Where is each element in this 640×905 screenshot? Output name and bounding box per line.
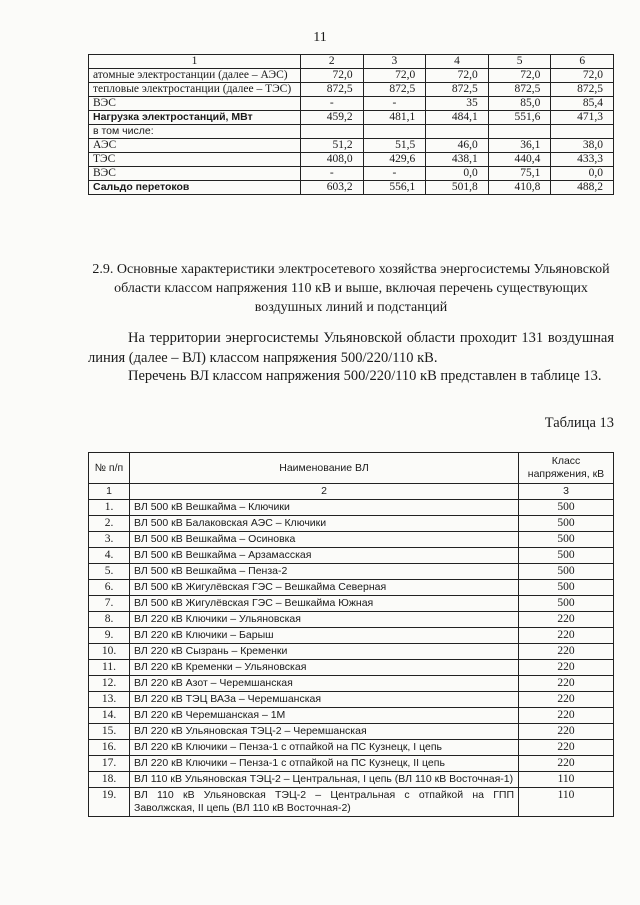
row-voltage-class: 500 <box>519 564 614 580</box>
row-label: ТЭС <box>89 153 301 167</box>
table-row <box>89 708 614 724</box>
row-value: 872,5 <box>488 83 551 97</box>
row-number: 14. <box>89 708 130 724</box>
paragraph-vl-list-ref: Перечень ВЛ классом напряжения 500/220/110 кВ представлен в таблице 13. <box>128 368 602 384</box>
row-voltage-class: 500 <box>519 516 614 532</box>
row-label: АЭС <box>89 139 301 153</box>
table-row <box>89 644 614 660</box>
table-row <box>89 153 614 167</box>
row-vl-name: ВЛ 220 кВ Ключики – Ульяновская <box>130 612 519 628</box>
table-row <box>89 516 614 532</box>
table-row <box>89 181 614 195</box>
row-vl-name: ВЛ 500 кВ Вешкайма – Арзамасская <box>130 548 519 564</box>
row-voltage-class: 220 <box>519 692 614 708</box>
row-value: 471,3 <box>551 111 614 125</box>
page-number: 11 <box>313 30 327 45</box>
row-vl-name: ВЛ 220 кВ Азот – Черемшанская <box>130 676 519 692</box>
row-label: Сальдо перетоков <box>89 181 301 195</box>
row-label: ВЭС <box>89 97 301 111</box>
table-row <box>89 772 614 788</box>
row-number: 11. <box>89 660 130 676</box>
row-value: 488,2 <box>551 181 614 195</box>
row-number: 17. <box>89 756 130 772</box>
row-vl-name: ВЛ 110 кВ Ульяновская ТЭЦ-2 – Центральная, I цепь (ВЛ 110 кВ Восточная-1) <box>130 772 519 788</box>
row-number: 5. <box>89 564 130 580</box>
table-row <box>89 756 614 772</box>
row-voltage-class: 500 <box>519 596 614 612</box>
row-value: 72,0 <box>488 69 551 83</box>
table-row <box>89 628 614 644</box>
table-row <box>89 125 614 139</box>
table-caption: Таблица 13 <box>544 415 614 431</box>
row-vl-name: ВЛ 220 кВ Ключики – Пенза-1 с отпайкой на ПС Кузнецк, II цепь <box>130 756 519 772</box>
row-value: 408,0 <box>301 153 364 167</box>
header-name: Наименование ВЛ <box>130 453 519 484</box>
row-value <box>488 125 551 139</box>
table-row <box>89 139 614 153</box>
row-value: - <box>301 167 364 181</box>
row-voltage-class: 110 <box>519 772 614 788</box>
row-number: 1. <box>89 500 130 516</box>
colnum-1: 1 <box>89 484 130 500</box>
section-heading: 2.9. Основные характеристики электросетевого хозяйства энергосистемы Ульяновской области классом напряжения 110 кВ и выше, включая перечень существующих воздушных линий и подстанций <box>92 262 610 315</box>
row-value <box>551 125 614 139</box>
header-col-5: 5 <box>488 55 551 69</box>
row-voltage-class: 220 <box>519 724 614 740</box>
row-vl-name: ВЛ 500 кВ Балаковская АЭС – Ключики <box>130 516 519 532</box>
table-row <box>89 83 614 97</box>
row-value: 440,4 <box>488 153 551 167</box>
row-value: 36,1 <box>488 139 551 153</box>
row-value <box>426 125 489 139</box>
row-label: тепловые электростанции (далее – ТЭС) <box>89 83 301 97</box>
row-value <box>301 125 364 139</box>
row-vl-name: ВЛ 220 кВ Сызрань – Кременки <box>130 644 519 660</box>
row-value: 603,2 <box>301 181 364 195</box>
row-voltage-class: 500 <box>519 532 614 548</box>
row-value: 872,5 <box>363 83 426 97</box>
row-vl-name: ВЛ 500 кВ Вешкайма – Пенза-2 <box>130 564 519 580</box>
table-header-row <box>89 55 614 69</box>
row-voltage-class: 220 <box>519 676 614 692</box>
row-value: - <box>363 167 426 181</box>
table-colnum-row <box>89 484 614 500</box>
row-vl-name: ВЛ 220 кВ Ключики – Барыш <box>130 628 519 644</box>
row-value: 481,1 <box>363 111 426 125</box>
row-number: 4. <box>89 548 130 564</box>
row-value: 556,1 <box>363 181 426 195</box>
table-row <box>89 167 614 181</box>
row-value: 46,0 <box>426 139 489 153</box>
row-voltage-class: 220 <box>519 708 614 724</box>
header-col-1: 1 <box>89 55 301 69</box>
row-voltage-class: 220 <box>519 628 614 644</box>
row-value: 75,1 <box>488 167 551 181</box>
row-label: ВЭС <box>89 167 301 181</box>
header-col-3: 3 <box>363 55 426 69</box>
row-value: 51,2 <box>301 139 364 153</box>
row-value: 38,0 <box>551 139 614 153</box>
row-voltage-class: 500 <box>519 500 614 516</box>
table-row <box>89 596 614 612</box>
row-value: 51,5 <box>363 139 426 153</box>
row-voltage-class: 220 <box>519 660 614 676</box>
table-row <box>89 612 614 628</box>
row-value <box>363 125 426 139</box>
table-row <box>89 532 614 548</box>
row-label: Нагрузка электростанций, МВт <box>89 111 301 125</box>
row-number: 13. <box>89 692 130 708</box>
header-col-2: 2 <box>301 55 364 69</box>
header-col-6: 6 <box>551 55 614 69</box>
row-voltage-class: 220 <box>519 740 614 756</box>
colnum-3: 3 <box>519 484 614 500</box>
row-vl-name: ВЛ 220 кВ Черемшанская – 1М <box>130 708 519 724</box>
row-value: 459,2 <box>301 111 364 125</box>
row-value: 484,1 <box>426 111 489 125</box>
table-row <box>89 580 614 596</box>
power-balance-table <box>88 54 614 195</box>
row-voltage-class: 220 <box>519 756 614 772</box>
row-value: - <box>363 97 426 111</box>
row-voltage-class: 500 <box>519 548 614 564</box>
table-row <box>89 111 614 125</box>
row-value: 72,0 <box>363 69 426 83</box>
row-value: 872,5 <box>301 83 364 97</box>
row-value: 0,0 <box>426 167 489 181</box>
row-vl-name: ВЛ 500 кВ Жигулёвская ГЭС – Вешкайма Северная <box>130 580 519 596</box>
row-number: 6. <box>89 580 130 596</box>
paragraph-vl-count: На территории энергосистемы Ульяновской области проходит 131 воздушная линия (далее – ВЛ) классом напряжения 500/220/110 кВ. <box>88 330 614 366</box>
table-row <box>89 548 614 564</box>
row-value: 872,5 <box>551 83 614 97</box>
row-vl-name: ВЛ 220 кВ Ульяновская ТЭЦ-2 – Черемшанская <box>130 724 519 740</box>
row-number: 10. <box>89 644 130 660</box>
row-value: 410,8 <box>488 181 551 195</box>
header-class: Класс напряжения, кВ <box>519 453 614 484</box>
row-label: атомные электростанции (далее – АЭС) <box>89 69 301 83</box>
row-number: 19. <box>89 788 130 817</box>
row-value: - <box>301 97 364 111</box>
row-vl-name: ВЛ 110 кВ Ульяновская ТЭЦ-2 – Центральная с отпайкой на ГПП Заволжская, II цепь (ВЛ 110 кВ Восточная-2) <box>130 788 519 817</box>
row-vl-name: ВЛ 220 кВ Кременки – Ульяновская <box>130 660 519 676</box>
row-vl-name: ВЛ 500 кВ Жигулёвская ГЭС – Вешкайма Южная <box>130 596 519 612</box>
row-value: 35 <box>426 97 489 111</box>
row-voltage-class: 220 <box>519 644 614 660</box>
row-voltage-class: 110 <box>519 788 614 817</box>
table-row <box>89 740 614 756</box>
table-row <box>89 69 614 83</box>
row-value: 429,6 <box>363 153 426 167</box>
colnum-2: 2 <box>130 484 519 500</box>
vl-list-table <box>88 452 614 817</box>
row-value: 0,0 <box>551 167 614 181</box>
row-value: 72,0 <box>426 69 489 83</box>
row-value: 72,0 <box>301 69 364 83</box>
row-number: 12. <box>89 676 130 692</box>
row-vl-name: ВЛ 220 кВ ТЭЦ ВАЗа – Черемшанская <box>130 692 519 708</box>
header-col-4: 4 <box>426 55 489 69</box>
row-number: 9. <box>89 628 130 644</box>
row-number: 8. <box>89 612 130 628</box>
row-voltage-class: 500 <box>519 580 614 596</box>
row-number: 18. <box>89 772 130 788</box>
table-row <box>89 676 614 692</box>
table-row <box>89 788 614 817</box>
table-row <box>89 500 614 516</box>
table-header-row <box>89 453 614 484</box>
table-row <box>89 97 614 111</box>
row-value: 501,8 <box>426 181 489 195</box>
table-row <box>89 660 614 676</box>
row-value: 85,4 <box>551 97 614 111</box>
row-label: в том числе: <box>89 125 301 139</box>
row-number: 16. <box>89 740 130 756</box>
row-value: 433,3 <box>551 153 614 167</box>
row-value: 551,6 <box>488 111 551 125</box>
row-number: 2. <box>89 516 130 532</box>
row-value: 85,0 <box>488 97 551 111</box>
row-voltage-class: 220 <box>519 612 614 628</box>
table-row <box>89 724 614 740</box>
row-vl-name: ВЛ 220 кВ Ключики – Пенза-1 с отпайкой на ПС Кузнецк, I цепь <box>130 740 519 756</box>
row-number: 3. <box>89 532 130 548</box>
row-value: 438,1 <box>426 153 489 167</box>
row-number: 15. <box>89 724 130 740</box>
row-value: 72,0 <box>551 69 614 83</box>
row-value: 872,5 <box>426 83 489 97</box>
header-num: № п/п <box>89 453 130 484</box>
row-number: 7. <box>89 596 130 612</box>
row-vl-name: ВЛ 500 кВ Вешкайма – Осиновка <box>130 532 519 548</box>
row-vl-name: ВЛ 500 кВ Вешкайма – Ключики <box>130 500 519 516</box>
table-row <box>89 692 614 708</box>
table-row <box>89 564 614 580</box>
